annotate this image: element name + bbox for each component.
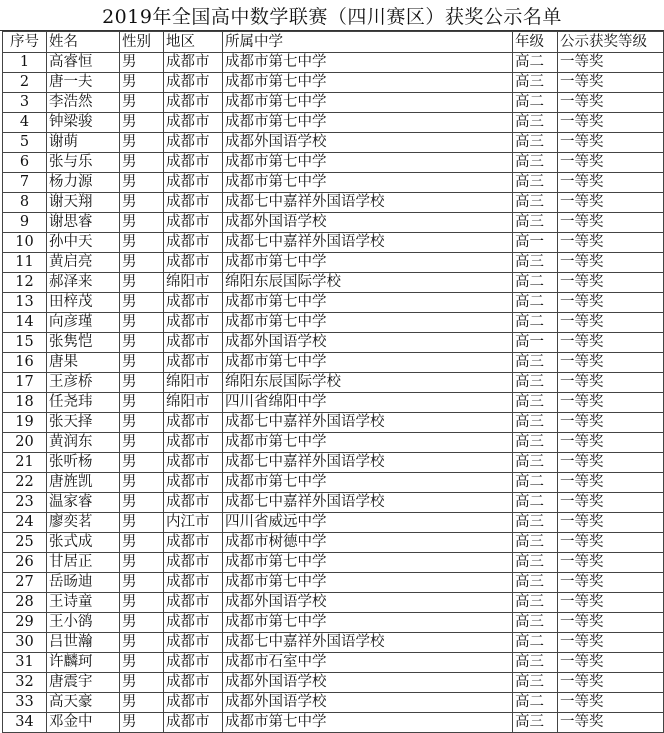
cell-name: 孙中天 — [47, 233, 120, 253]
table-row — [3, 233, 664, 253]
table-row — [3, 613, 664, 633]
table-row — [3, 353, 664, 373]
cell-region: 成都市 — [164, 593, 223, 613]
cell-name: 向彦瑾 — [47, 313, 120, 333]
cell-gender: 男 — [120, 533, 164, 553]
cell-school: 成都七中嘉祥外国语学校 — [223, 633, 513, 653]
cell-index: 27 — [3, 573, 47, 593]
cell-index: 3 — [3, 93, 47, 113]
cell-award: 一等奖 — [558, 73, 664, 93]
table-row — [3, 113, 664, 133]
table-row — [3, 593, 664, 613]
cell-gender: 男 — [120, 293, 164, 313]
cell-grade: 高三 — [513, 133, 558, 153]
cell-grade: 高三 — [513, 113, 558, 133]
cell-school: 成都市第七中学 — [223, 613, 513, 633]
cell-award: 一等奖 — [558, 293, 664, 313]
cell-school: 成都外国语学校 — [223, 213, 513, 233]
cell-school: 成都市第七中学 — [223, 713, 513, 733]
cell-gender: 男 — [120, 393, 164, 413]
cell-gender: 男 — [120, 173, 164, 193]
cell-award: 一等奖 — [558, 93, 664, 113]
cell-award: 一等奖 — [558, 573, 664, 593]
table-row — [3, 253, 664, 273]
cell-name: 钟梁骏 — [47, 113, 120, 133]
cell-index: 2 — [3, 73, 47, 93]
cell-region: 成都市 — [164, 173, 223, 193]
table-row — [3, 433, 664, 453]
cell-index: 23 — [3, 493, 47, 513]
column-header-award: 公示获奖等级 — [558, 32, 664, 53]
cell-name: 张天择 — [47, 413, 120, 433]
cell-index: 16 — [3, 353, 47, 373]
table-row — [3, 633, 664, 653]
cell-name: 唐旌凯 — [47, 473, 120, 493]
cell-school: 成都市树德中学 — [223, 533, 513, 553]
cell-gender: 男 — [120, 153, 164, 173]
cell-gender: 男 — [120, 493, 164, 513]
cell-award: 一等奖 — [558, 173, 664, 193]
cell-school: 成都市第七中学 — [223, 113, 513, 133]
cell-index: 7 — [3, 173, 47, 193]
cell-grade: 高二 — [513, 93, 558, 113]
cell-gender: 男 — [120, 233, 164, 253]
cell-award: 一等奖 — [558, 353, 664, 373]
cell-name: 温家睿 — [47, 493, 120, 513]
cell-grade: 高三 — [513, 613, 558, 633]
table-row — [3, 713, 664, 733]
cell-index: 4 — [3, 113, 47, 133]
cell-index: 13 — [3, 293, 47, 313]
cell-region: 成都市 — [164, 93, 223, 113]
cell-gender: 男 — [120, 93, 164, 113]
cell-award: 一等奖 — [558, 413, 664, 433]
cell-index: 21 — [3, 453, 47, 473]
cell-name: 唐一夫 — [47, 73, 120, 93]
cell-region: 绵阳市 — [164, 393, 223, 413]
cell-gender: 男 — [120, 573, 164, 593]
cell-index: 34 — [3, 713, 47, 733]
cell-gender: 男 — [120, 453, 164, 473]
cell-school: 成都市第七中学 — [223, 73, 513, 93]
cell-index: 30 — [3, 633, 47, 653]
cell-grade: 高三 — [513, 73, 558, 93]
cell-school: 成都市第七中学 — [223, 433, 513, 453]
table-row — [3, 553, 664, 573]
cell-region: 成都市 — [164, 473, 223, 493]
table-row — [3, 333, 664, 353]
cell-school: 成都外国语学校 — [223, 673, 513, 693]
cell-index: 6 — [3, 153, 47, 173]
cell-gender: 男 — [120, 73, 164, 93]
cell-name: 张与乐 — [47, 153, 120, 173]
cell-school: 四川省绵阳中学 — [223, 393, 513, 413]
cell-school: 成都七中嘉祥外国语学校 — [223, 413, 513, 433]
cell-index: 12 — [3, 273, 47, 293]
cell-name: 唐震宇 — [47, 673, 120, 693]
cell-gender: 男 — [120, 553, 164, 573]
cell-name: 谢思睿 — [47, 213, 120, 233]
cell-award: 一等奖 — [558, 473, 664, 493]
cell-award: 一等奖 — [558, 373, 664, 393]
cell-grade: 高二 — [513, 53, 558, 73]
cell-award: 一等奖 — [558, 273, 664, 293]
cell-award: 一等奖 — [558, 633, 664, 653]
cell-region: 成都市 — [164, 633, 223, 653]
cell-gender: 男 — [120, 713, 164, 733]
cell-name: 谢萌 — [47, 133, 120, 153]
cell-school: 成都市第七中学 — [223, 153, 513, 173]
cell-name: 黄启亮 — [47, 253, 120, 273]
cell-grade: 高三 — [513, 553, 558, 573]
cell-index: 24 — [3, 513, 47, 533]
cell-school: 四川省威远中学 — [223, 513, 513, 533]
table-row — [3, 453, 664, 473]
table-row — [3, 153, 664, 173]
cell-grade: 高二 — [513, 693, 558, 713]
cell-name: 李浩然 — [47, 93, 120, 113]
column-header-index: 序号 — [3, 32, 47, 53]
cell-award: 一等奖 — [558, 393, 664, 413]
cell-index: 32 — [3, 673, 47, 693]
table-row — [3, 173, 664, 193]
cell-region: 绵阳市 — [164, 273, 223, 293]
cell-index: 22 — [3, 473, 47, 493]
table-row — [3, 373, 664, 393]
table-row — [3, 493, 664, 513]
cell-region: 成都市 — [164, 673, 223, 693]
award-table — [2, 31, 664, 733]
cell-school: 成都七中嘉祥外国语学校 — [223, 193, 513, 213]
cell-grade: 高三 — [513, 353, 558, 373]
cell-index: 9 — [3, 213, 47, 233]
cell-name: 黄润东 — [47, 433, 120, 453]
cell-award: 一等奖 — [558, 493, 664, 513]
cell-gender: 男 — [120, 673, 164, 693]
cell-region: 成都市 — [164, 453, 223, 473]
cell-grade: 高二 — [513, 633, 558, 653]
cell-name: 杨力源 — [47, 173, 120, 193]
cell-grade: 高三 — [513, 413, 558, 433]
cell-grade: 高三 — [513, 593, 558, 613]
table-row — [3, 573, 664, 593]
cell-award: 一等奖 — [558, 233, 664, 253]
cell-name: 谢天翔 — [47, 193, 120, 213]
cell-region: 成都市 — [164, 193, 223, 213]
cell-gender: 男 — [120, 433, 164, 453]
column-header-gender: 性别 — [120, 32, 164, 53]
cell-name: 唐果 — [47, 353, 120, 373]
cell-name: 廖奕茗 — [47, 513, 120, 533]
cell-region: 成都市 — [164, 233, 223, 253]
cell-grade: 高二 — [513, 313, 558, 333]
table-row — [3, 393, 664, 413]
cell-gender: 男 — [120, 193, 164, 213]
table-row — [3, 193, 664, 213]
cell-school: 成都七中嘉祥外国语学校 — [223, 453, 513, 473]
cell-index: 25 — [3, 533, 47, 553]
cell-school: 成都外国语学校 — [223, 133, 513, 153]
cell-gender: 男 — [120, 513, 164, 533]
cell-gender: 男 — [120, 333, 164, 353]
cell-award: 一等奖 — [558, 113, 664, 133]
cell-school: 成都七中嘉祥外国语学校 — [223, 493, 513, 513]
cell-region: 成都市 — [164, 53, 223, 73]
cell-award: 一等奖 — [558, 453, 664, 473]
table-row — [3, 513, 664, 533]
table-row — [3, 693, 664, 713]
table-body — [3, 53, 664, 733]
cell-name: 高天豪 — [47, 693, 120, 713]
cell-region: 成都市 — [164, 353, 223, 373]
cell-gender: 男 — [120, 213, 164, 233]
cell-grade: 高三 — [513, 253, 558, 273]
table-row — [3, 53, 664, 73]
cell-name: 郝泽来 — [47, 273, 120, 293]
cell-grade: 高三 — [513, 673, 558, 693]
cell-award: 一等奖 — [558, 513, 664, 533]
cell-gender: 男 — [120, 273, 164, 293]
cell-school: 成都市第七中学 — [223, 293, 513, 313]
cell-gender: 男 — [120, 133, 164, 153]
cell-award: 一等奖 — [558, 713, 664, 733]
cell-school: 成都外国语学校 — [223, 333, 513, 353]
cell-grade: 高三 — [513, 533, 558, 553]
cell-name: 田梓茂 — [47, 293, 120, 313]
cell-name: 王彦桥 — [47, 373, 120, 393]
cell-award: 一等奖 — [558, 333, 664, 353]
cell-name: 王诗童 — [47, 593, 120, 613]
cell-index: 29 — [3, 613, 47, 633]
cell-name: 甘居正 — [47, 553, 120, 573]
cell-index: 10 — [3, 233, 47, 253]
cell-grade: 高三 — [513, 213, 558, 233]
cell-gender: 男 — [120, 313, 164, 333]
cell-award: 一等奖 — [558, 593, 664, 613]
cell-gender: 男 — [120, 53, 164, 73]
cell-school: 绵阳东辰国际学校 — [223, 273, 513, 293]
page-title: 2019年全国高中数学联赛（四川赛区）获奖公示名单 — [0, 0, 664, 31]
column-header-region: 地区 — [164, 32, 223, 53]
cell-index: 26 — [3, 553, 47, 573]
cell-school: 成都市第七中学 — [223, 173, 513, 193]
cell-gender: 男 — [120, 473, 164, 493]
cell-award: 一等奖 — [558, 613, 664, 633]
cell-gender: 男 — [120, 633, 164, 653]
cell-grade: 高一 — [513, 233, 558, 253]
cell-grade: 高三 — [513, 193, 558, 213]
cell-index: 17 — [3, 373, 47, 393]
cell-award: 一等奖 — [558, 693, 664, 713]
cell-grade: 高三 — [513, 393, 558, 413]
cell-grade: 高三 — [513, 173, 558, 193]
table-row — [3, 673, 664, 693]
cell-grade: 高二 — [513, 293, 558, 313]
table-row — [3, 213, 664, 233]
cell-index: 1 — [3, 53, 47, 73]
cell-award: 一等奖 — [558, 213, 664, 233]
cell-award: 一等奖 — [558, 133, 664, 153]
cell-award: 一等奖 — [558, 53, 664, 73]
cell-region: 成都市 — [164, 133, 223, 153]
cell-grade: 高三 — [513, 433, 558, 453]
table-row — [3, 73, 664, 93]
cell-index: 11 — [3, 253, 47, 273]
cell-grade: 高二 — [513, 273, 558, 293]
table-row — [3, 93, 664, 113]
cell-school: 成都外国语学校 — [223, 693, 513, 713]
cell-grade: 高一 — [513, 333, 558, 353]
cell-award: 一等奖 — [558, 653, 664, 673]
cell-award: 一等奖 — [558, 253, 664, 273]
cell-gender: 男 — [120, 593, 164, 613]
cell-region: 成都市 — [164, 493, 223, 513]
cell-region: 成都市 — [164, 153, 223, 173]
cell-school: 成都外国语学校 — [223, 593, 513, 613]
cell-index: 31 — [3, 653, 47, 673]
cell-gender: 男 — [120, 693, 164, 713]
cell-school: 绵阳东辰国际学校 — [223, 373, 513, 393]
table-row — [3, 313, 664, 333]
cell-name: 任尧玮 — [47, 393, 120, 413]
cell-index: 20 — [3, 433, 47, 453]
cell-region: 成都市 — [164, 313, 223, 333]
cell-award: 一等奖 — [558, 533, 664, 553]
column-header-grade: 年级 — [513, 32, 558, 53]
cell-index: 18 — [3, 393, 47, 413]
table-row — [3, 413, 664, 433]
cell-region: 成都市 — [164, 253, 223, 273]
cell-region: 成都市 — [164, 413, 223, 433]
cell-gender: 男 — [120, 253, 164, 273]
cell-region: 成都市 — [164, 333, 223, 353]
cell-region: 成都市 — [164, 693, 223, 713]
cell-school: 成都七中嘉祥外国语学校 — [223, 233, 513, 253]
table-row — [3, 293, 664, 313]
cell-index: 28 — [3, 593, 47, 613]
cell-name: 高睿恒 — [47, 53, 120, 73]
cell-school: 成都市第七中学 — [223, 573, 513, 593]
cell-grade: 高三 — [513, 653, 558, 673]
cell-index: 33 — [3, 693, 47, 713]
cell-region: 成都市 — [164, 613, 223, 633]
cell-grade: 高三 — [513, 453, 558, 473]
cell-region: 成都市 — [164, 113, 223, 133]
cell-school: 成都市第七中学 — [223, 353, 513, 373]
table-row — [3, 133, 664, 153]
cell-award: 一等奖 — [558, 673, 664, 693]
cell-name: 吕世瀚 — [47, 633, 120, 653]
cell-grade: 高三 — [513, 573, 558, 593]
cell-grade: 高三 — [513, 153, 558, 173]
cell-grade: 高三 — [513, 373, 558, 393]
column-header-name: 姓名 — [47, 32, 120, 53]
cell-school: 成都市石室中学 — [223, 653, 513, 673]
cell-region: 成都市 — [164, 653, 223, 673]
cell-gender: 男 — [120, 113, 164, 133]
cell-gender: 男 — [120, 653, 164, 673]
cell-school: 成都市第七中学 — [223, 553, 513, 573]
cell-region: 成都市 — [164, 293, 223, 313]
cell-gender: 男 — [120, 613, 164, 633]
cell-award: 一等奖 — [558, 313, 664, 333]
cell-grade: 高二 — [513, 493, 558, 513]
table-row — [3, 653, 664, 673]
cell-region: 成都市 — [164, 533, 223, 553]
cell-region: 成都市 — [164, 573, 223, 593]
cell-award: 一等奖 — [558, 193, 664, 213]
cell-region: 成都市 — [164, 713, 223, 733]
cell-award: 一等奖 — [558, 553, 664, 573]
cell-region: 成都市 — [164, 73, 223, 93]
cell-region: 成都市 — [164, 553, 223, 573]
cell-name: 王小鹆 — [47, 613, 120, 633]
cell-school: 成都市第七中学 — [223, 313, 513, 333]
cell-school: 成都市第七中学 — [223, 53, 513, 73]
cell-gender: 男 — [120, 353, 164, 373]
cell-region: 成都市 — [164, 433, 223, 453]
cell-grade: 高三 — [513, 713, 558, 733]
table-header-row — [3, 32, 664, 53]
cell-award: 一等奖 — [558, 153, 664, 173]
cell-grade: 高二 — [513, 473, 558, 493]
table-row — [3, 473, 664, 493]
cell-name: 张式成 — [47, 533, 120, 553]
column-header-school: 所属中学 — [223, 32, 513, 53]
cell-region: 绵阳市 — [164, 373, 223, 393]
cell-school: 成都市第七中学 — [223, 93, 513, 113]
cell-region: 成都市 — [164, 213, 223, 233]
cell-index: 19 — [3, 413, 47, 433]
table-row — [3, 273, 664, 293]
cell-region: 内江市 — [164, 513, 223, 533]
cell-name: 张听杨 — [47, 453, 120, 473]
cell-school: 成都市第七中学 — [223, 253, 513, 273]
cell-gender: 男 — [120, 413, 164, 433]
cell-name: 张隽恺 — [47, 333, 120, 353]
table-row — [3, 533, 664, 553]
cell-index: 5 — [3, 133, 47, 153]
cell-name: 邓金中 — [47, 713, 120, 733]
cell-name: 岳旸迪 — [47, 573, 120, 593]
cell-index: 14 — [3, 313, 47, 333]
cell-gender: 男 — [120, 373, 164, 393]
cell-index: 15 — [3, 333, 47, 353]
cell-grade: 高三 — [513, 513, 558, 533]
cell-school: 成都市第七中学 — [223, 473, 513, 493]
cell-index: 8 — [3, 193, 47, 213]
cell-name: 许麟珂 — [47, 653, 120, 673]
cell-award: 一等奖 — [558, 433, 664, 453]
